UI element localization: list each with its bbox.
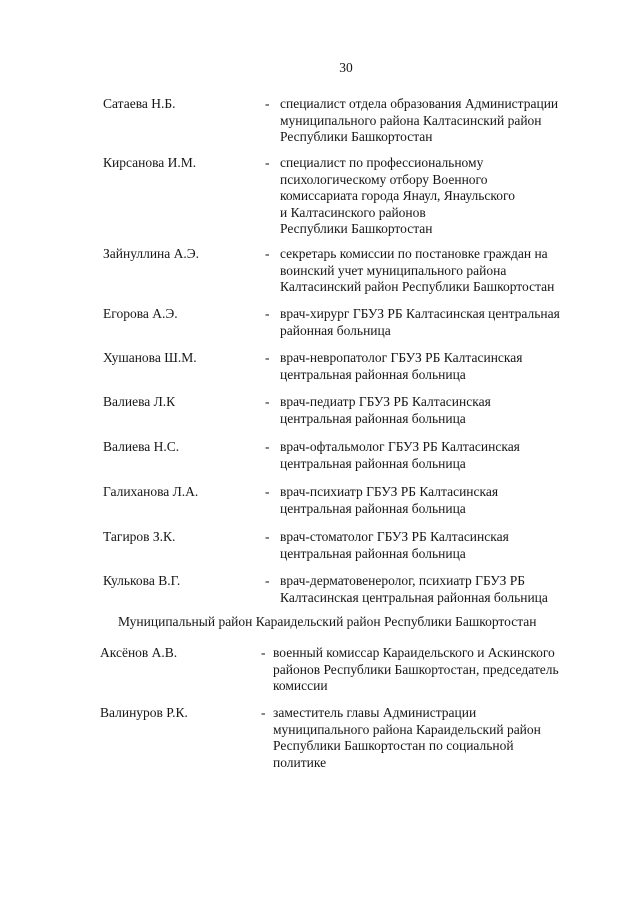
- role-line: Калтасинская центральная районная больница: [280, 589, 548, 605]
- role-line: Республики Башкортостан по социальной: [273, 738, 514, 753]
- person-role: [280, 439, 610, 472]
- role-line: врач-педиатр ГБУЗ РБ Калтасинская: [280, 394, 491, 409]
- dash-separator: -: [265, 529, 270, 544]
- person-name: Кирсанова И.М.: [103, 155, 197, 170]
- person-name: Галиханова Л.А.: [103, 484, 199, 499]
- person-name: Кулькова В.Г.: [103, 573, 181, 588]
- person-role: [280, 484, 610, 517]
- dash-separator: -: [261, 645, 266, 660]
- person-role: [280, 306, 610, 339]
- section-heading: Муниципальный район Караидельский район Республики Башкортостан: [118, 614, 537, 629]
- person-role: [280, 573, 610, 606]
- role-line: врач-хирург ГБУЗ РБ Калтасинская центральная: [280, 306, 560, 321]
- role-line: районов Республики Башкортостан, председатель: [273, 661, 559, 677]
- dash-separator: -: [265, 96, 270, 111]
- person-role: [280, 155, 610, 238]
- dash-separator: -: [265, 350, 270, 365]
- dash-separator: -: [265, 306, 270, 321]
- person-role: [273, 705, 603, 771]
- person-role: [280, 394, 610, 427]
- person-role: [280, 246, 610, 296]
- role-line: районная больница: [280, 322, 391, 338]
- role-line: воинский учет муниципального района: [280, 262, 507, 278]
- role-line: врач-стоматолог ГБУЗ РБ Калтасинская: [280, 529, 509, 544]
- role-line: центральная районная больница: [280, 545, 466, 561]
- role-line: центральная районная больница: [280, 500, 466, 516]
- role-line: врач-невропатолог ГБУЗ РБ Калтасинская: [280, 350, 523, 365]
- dash-separator: -: [265, 573, 270, 588]
- role-line: комиссариата города Янаул, Янаульского: [280, 188, 515, 203]
- person-role: [280, 529, 610, 562]
- person-name: Сатаева Н.Б.: [103, 96, 176, 111]
- page-number: 30: [339, 60, 353, 75]
- role-line: врач-психиатр ГБУЗ РБ Калтасинская: [280, 484, 499, 499]
- person-name: Егорова А.Э.: [103, 306, 178, 321]
- person-name: Зайнуллина А.Э.: [103, 246, 200, 261]
- person-name: Валиева Л.К: [103, 394, 176, 409]
- role-line: врач-дерматовенеролог, психиатр ГБУЗ РБ: [280, 573, 526, 588]
- dash-separator: -: [261, 705, 266, 720]
- role-line: заместитель главы Администрации: [273, 705, 477, 720]
- role-line: центральная районная больница: [280, 366, 466, 382]
- role-line: муниципального района Караидельский район: [273, 721, 541, 737]
- role-line: врач-офтальмолог ГБУЗ РБ Калтасинская: [280, 439, 520, 454]
- dash-separator: -: [265, 155, 270, 170]
- person-name: Хушанова Ш.М.: [103, 350, 197, 365]
- dash-separator: -: [265, 394, 270, 409]
- role-line: военный комиссар Караидельского и Аскинского: [273, 645, 555, 660]
- person-role: [280, 350, 610, 383]
- role-line: Республики Башкортостан: [280, 129, 433, 144]
- role-line: Республики Башкортостан: [280, 221, 433, 236]
- person-role: [273, 645, 603, 695]
- role-line: специалист отдела образования Администрации: [280, 96, 559, 111]
- person-name: Тагиров З.К.: [103, 529, 176, 544]
- person-name: Аксёнов А.В.: [100, 645, 178, 660]
- person-name: Валинуров Р.К.: [100, 705, 188, 720]
- role-line: психологическому отбору Военного: [280, 171, 488, 187]
- role-line: специалист по профессиональному: [280, 155, 484, 170]
- person-role: [280, 96, 610, 146]
- role-line: политике: [273, 754, 327, 770]
- role-line: комиссии: [273, 678, 328, 693]
- role-line: муниципального района Калтасинский район: [280, 112, 542, 128]
- role-line: и Калтасинского районов: [280, 204, 426, 220]
- dash-separator: -: [265, 439, 270, 454]
- role-line: центральная районная больница: [280, 455, 466, 471]
- dash-separator: -: [265, 246, 270, 261]
- role-line: центральная районная больница: [280, 410, 466, 426]
- dash-separator: -: [265, 484, 270, 499]
- person-name: Валиева Н.С.: [103, 439, 180, 454]
- role-line: Калтасинский район Республики Башкортостан: [280, 279, 555, 294]
- role-line: секретарь комиссии по постановке граждан на: [280, 246, 548, 261]
